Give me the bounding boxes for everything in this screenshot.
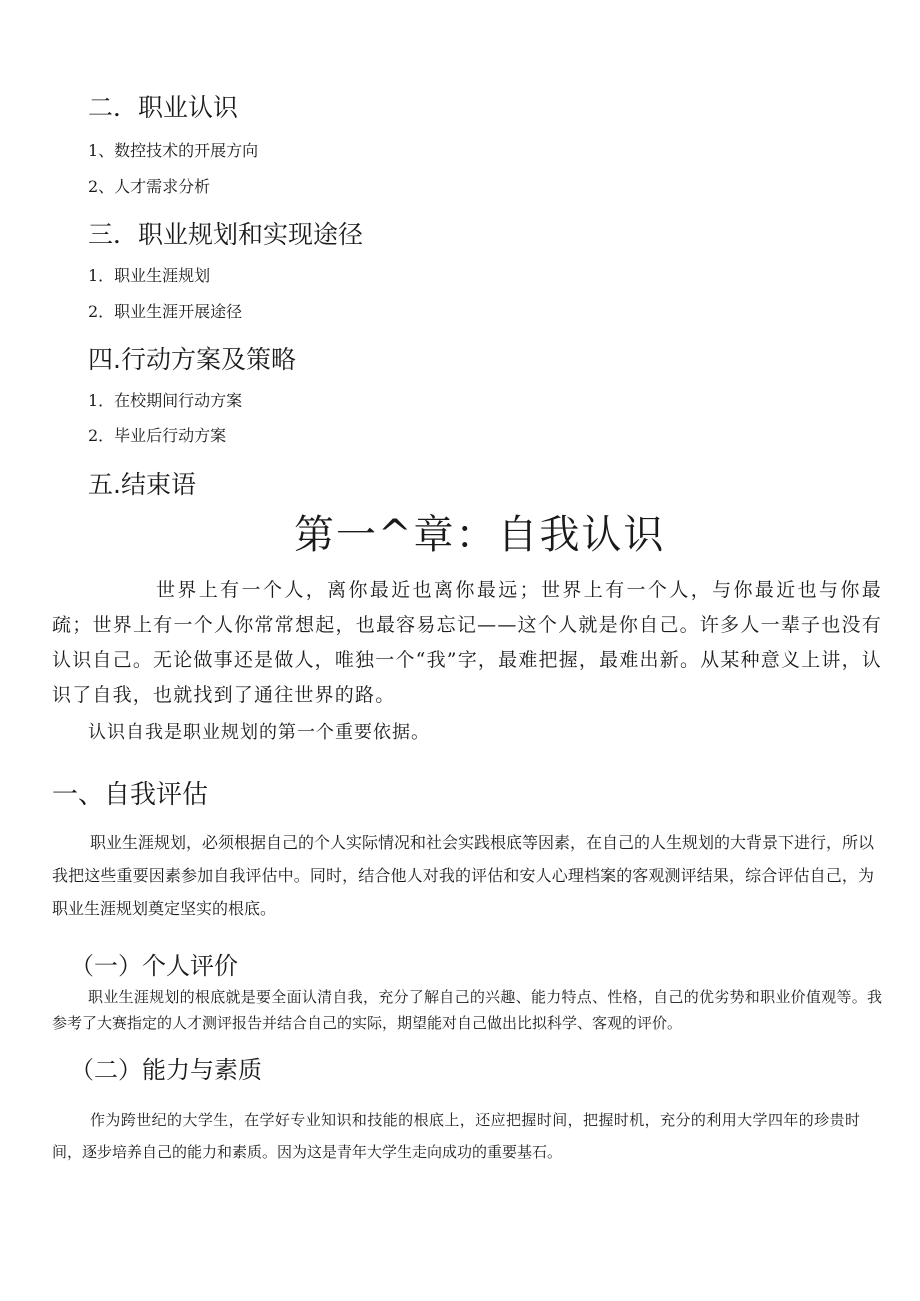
self-eval-heading: 一、自我评估	[52, 780, 209, 810]
personal-eval-paragraph: 职业生涯规划的根底就是要全面认清自我，充分了解自己的兴趣、能力特点、性格，自己的优劣势和职业价值观等。我参考了大赛指定的人才测评报告并结合自己的实际，期望能对自己做出比拟科学、客观的评价。	[52, 988, 882, 1032]
section-3-heading: 三．职业规划和实现途径	[88, 220, 364, 249]
section-2-item-1: 1、数控技术的开展方向	[88, 141, 259, 160]
self-eval-paragraph: 职业生涯规划，必须根据自己的个人实际情况和社会实践根底等因素，在自己的人生规划的大背景下进行，所以我把这些重要因素参加自我评估中。同时，结合他人对我的评估和安人心理档案的客观测评结果，综合评估自己，为职业生涯规划奠定坚实的根底。	[52, 833, 875, 918]
section-4-heading: 四.行动方案及策略	[88, 345, 296, 374]
chapter-intro-paragraph: 世界上有一个人，离你最近也离你最远；世界上有一个人，与你最近也与你最疏；世界上有一个人你常常想起，也最容易忘记——这个人就是你自己。许多人一辈子也没有认识自己。无论做事还是做人，唯独一个“我”字，最难把握，最难出新。从某种意义上讲，认识了自我，也就找到了通往世界的路。	[52, 579, 882, 706]
personal-eval-heading: （一）个人评价	[70, 952, 238, 980]
section-4-item-1: 1．在校期间行动方案	[88, 391, 243, 410]
ability-paragraph: 作为跨世纪的大学生，在学好专业知识和技能的根底上，还应把握时间，把握时机，充分的利用大学四年的珍贵时间，逐步培养自己的能力和素质。因为这是青年大学生走向成功的重要基石。	[52, 1111, 860, 1161]
section-2-heading: 二．职业认识	[88, 93, 239, 122]
section-2-item-2: 2、人才需求分析	[88, 177, 211, 196]
section-4-item-2: 2．毕业后行动方案	[88, 426, 227, 445]
section-3-item-1: 1．职业生涯规划	[88, 266, 211, 285]
section-5-heading: 五.结束语	[88, 470, 196, 499]
section-3-item-2: 2．职业生涯开展途径	[88, 302, 243, 321]
ability-heading: （二）能力与素质	[70, 1056, 262, 1084]
chapter-title: 第一^章：自我认识	[294, 512, 666, 558]
self-knowledge-basis: 认识自我是职业规划的第一个重要依据。	[88, 722, 430, 743]
